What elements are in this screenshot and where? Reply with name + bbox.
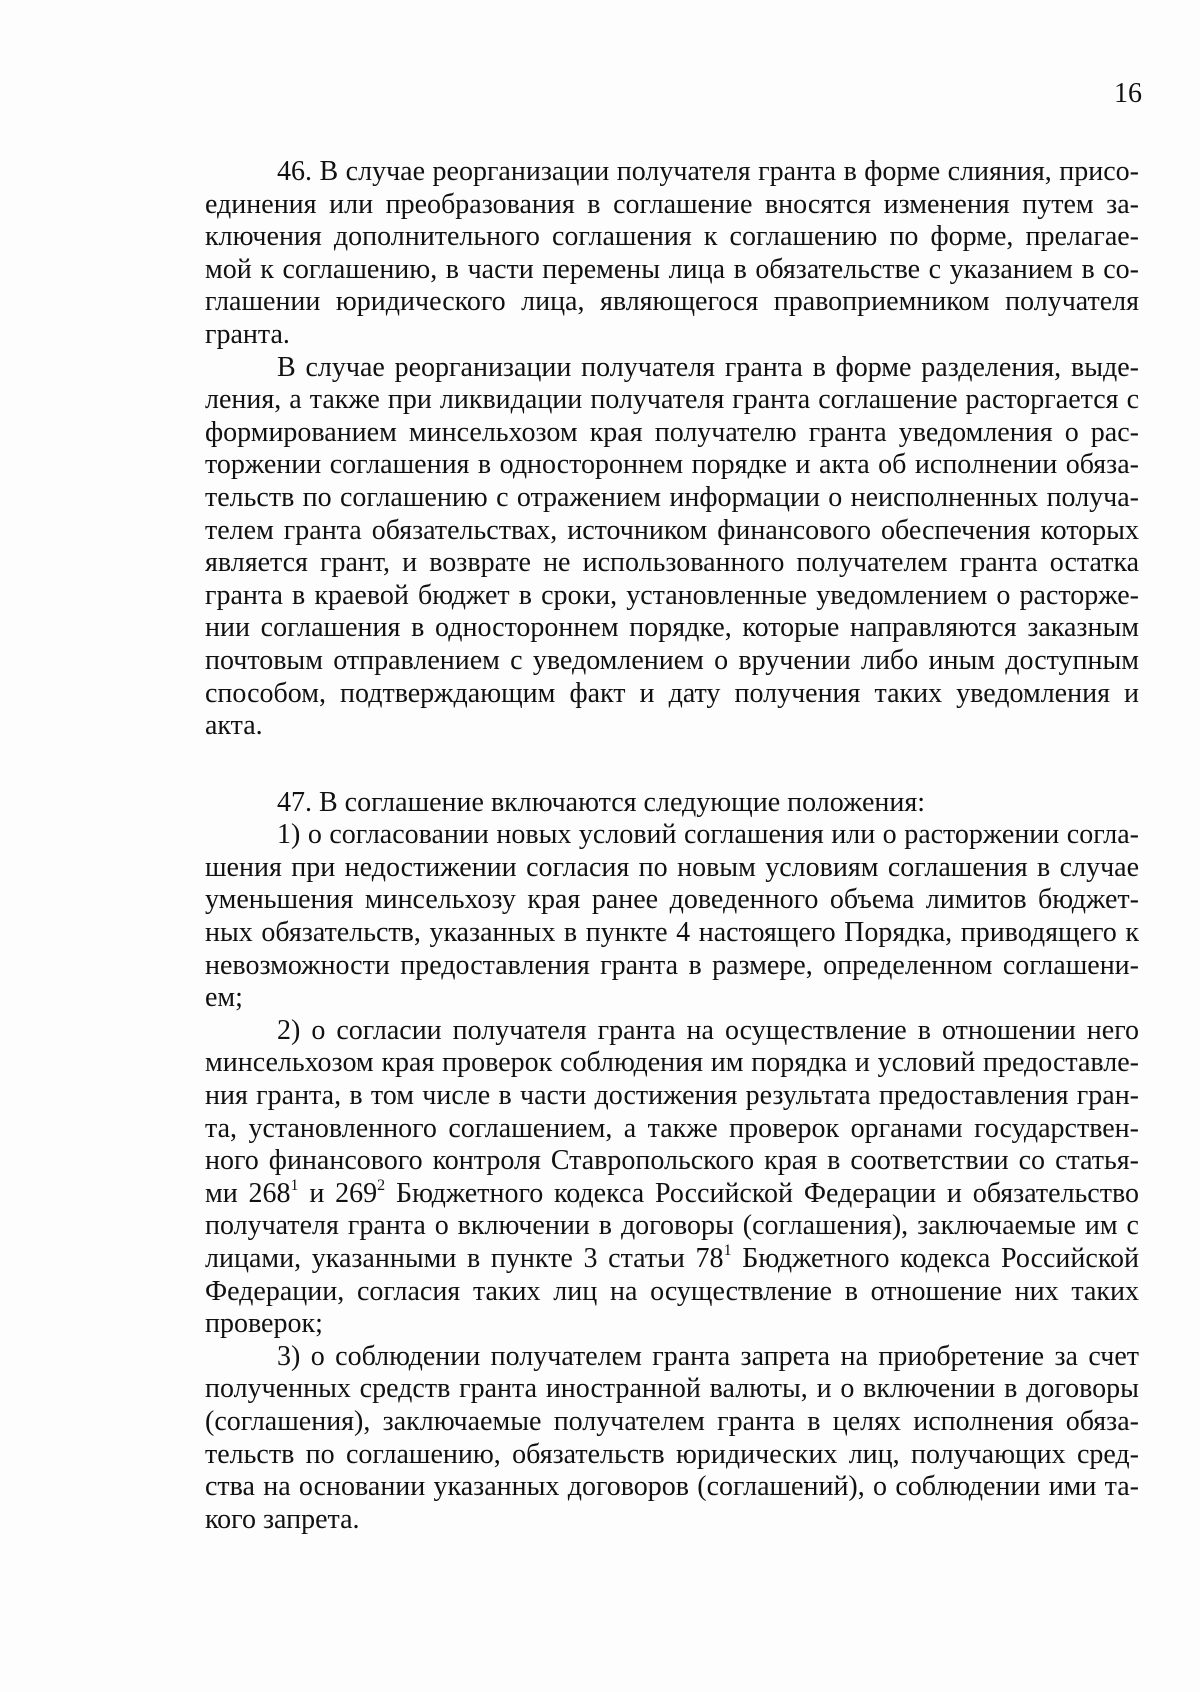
text-line: способом, подтверждающим факт и дату получения таких уведомления и [205,677,1139,709]
text-line: кого запрета. [205,1503,360,1535]
text-line: ключения дополнительного соглашения к соглашению по форме, прелагае- [205,221,1139,253]
page-number: 16 [1114,78,1142,109]
list-item-2 [205,1015,1139,1341]
text-line: получателя гранта о включении в договоры (соглашения), заключаемые им с [205,1210,1139,1242]
text-line: глашении юридического лица, являющегося правоприемником получателя [205,286,1139,318]
text-line: тельств по соглашению, обязательств юридических лиц, получающих сред- [205,1438,1139,1470]
text-line: 2) о согласии получателя гранта на осуществление в отношении него [277,1014,1139,1046]
text-line: минсельхозом края проверок соблюдения им порядка и условий предоставле- [205,1047,1139,1079]
paragraph-46 [205,156,1139,352]
text-line: шения при недостижении согласия по новым условиям соглашения в случае [205,851,1139,883]
text-line: гранта. [205,318,290,350]
paragraph-46-reorganization [205,352,1139,743]
text-line: тельств по соглашению с отражением информации о неисполненных получа- [205,481,1139,513]
text-line: Федерации, согласия таких лиц на осуществление в отношение них таких [205,1275,1139,1307]
text-line: (соглашения), заключаемые получателем гранта в целях исполнения обяза- [205,1405,1139,1437]
text-line: телем гранта обязательствах, источником финансового обеспечения которых [205,514,1139,546]
list-item-1 [205,819,1139,1015]
text-line: полученных средств гранта иностранной валюты, и о включении в договоры [205,1373,1139,1405]
text-line: та, установленного соглашением, а также проверок органами государствен- [205,1112,1139,1144]
text-line: формированием минсельхозом края получателю гранта уведомления о рас- [205,416,1139,448]
paragraph-gap [205,743,1139,787]
text-line: мой к соглашению, в части перемены лица в обязательстве с указанием в со- [205,253,1139,285]
text-line: ния гранта, в том числе в части достижения результата предоставления гран- [205,1080,1139,1112]
text-line: ства на основании указанных договоров (соглашений), о соблюдении ими та- [205,1471,1139,1503]
text-line: единения или преобразования в соглашение вносятся изменения путем за- [205,188,1139,220]
text-line: торжении соглашения в одностороннем порядке и акта об исполнении обяза- [205,449,1139,481]
text-line: 46. В случае реорганизации получателя гранта в форме слияния, присо- [277,156,1139,187]
text-line: уменьшения минсельхозу края ранее доведенного объема лимитов бюджет- [205,884,1139,916]
text-line: является грант, и возврате не использованного получателем гранта остатка [205,547,1139,579]
text-line: ного финансового контроля Ставропольского края в соответствии со статья- [205,1145,1139,1177]
superscript: 1 [290,1176,299,1194]
document-body [205,156,1139,1536]
text-fragment: и 269 [298,1177,378,1209]
text-line: почтовым отправлением с уведомлением о вручении либо иным доступным [205,644,1139,676]
text-line: ем; [205,982,243,1014]
text-line: 1) о согласовании новых условий соглашения или о расторжении согла- [277,819,1139,851]
superscript: 1 [723,1242,732,1259]
text-line: ления, а также при ликвидации получателя гранта соглашение расторгается с [205,384,1139,416]
list-item-3 [205,1341,1139,1537]
text-line: гранта в краевой бюджет в сроки, установленные уведомлением о расторже- [205,579,1139,611]
text-line: нии соглашения в одностороннем порядке, которые направляются заказным [205,612,1139,644]
text-line-with-superscripts [205,1178,1139,1211]
text-fragment: Бюджетного кодекса Российской Федерации и обязательство [385,1177,1140,1209]
text-line: акта. [205,710,263,742]
paragraph-47 [205,787,1139,820]
text-line: 3) о соблюдении получателем гранта запрета на приобретение за счет [277,1340,1139,1372]
text-fragment: Бюджетного кодекса Российской [731,1243,1139,1274]
text-line: проверок; [205,1308,323,1340]
text-line: ных обязательств, указанных в пункте 4 настоящего Порядка, приводящего к [205,917,1139,949]
text-line: В случае реорганизации получателя гранта в форме разделения, выде- [277,351,1139,383]
superscript: 2 [377,1176,386,1194]
text-line: 47. В соглашение включаются следующие положения: [277,786,926,818]
text-fragment: ми 268 [205,1177,291,1209]
text-line: невозможности предоставления гранта в размере, определенном соглашени- [205,949,1139,981]
text-fragment: лицами, указанными в пункте 3 статьи 78 [205,1243,724,1274]
text-line-with-superscript [205,1243,1139,1276]
